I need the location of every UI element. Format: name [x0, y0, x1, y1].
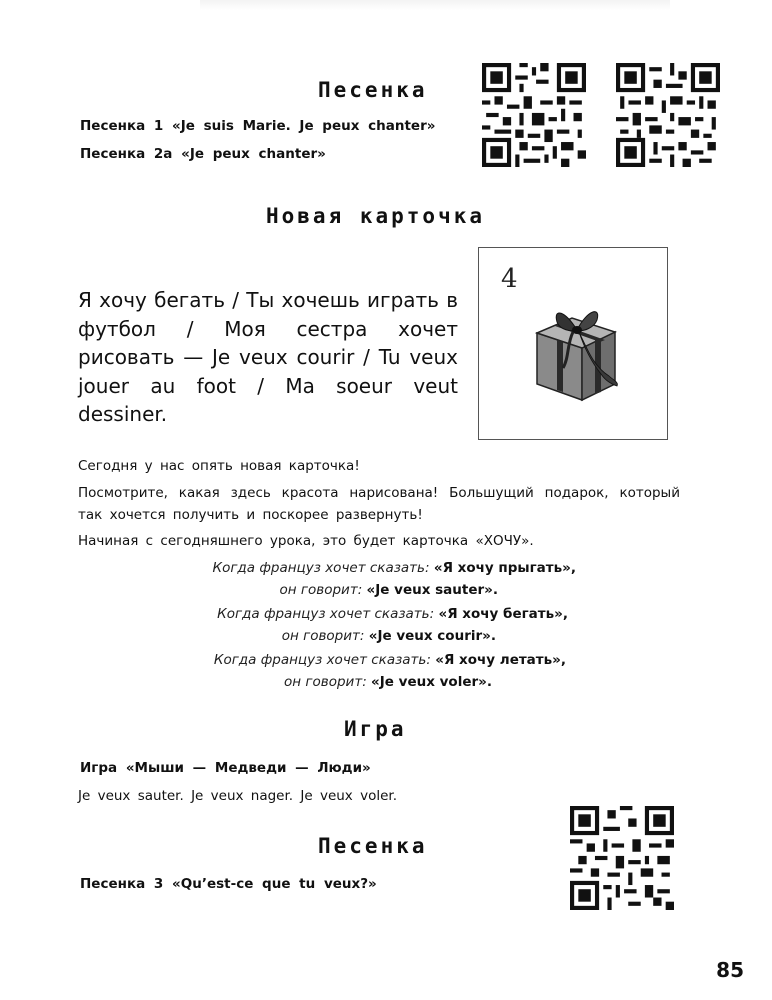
- example-ru: «Я хочу летать»,: [435, 652, 566, 668]
- intro-paragraph-1: Сегодня у нас опять новая карточка!: [78, 458, 360, 474]
- example-tell: он говорит:: [284, 674, 367, 690]
- example-say: Когда француз хочет сказать:: [217, 606, 435, 622]
- qr-code-song-3[interactable]: [570, 806, 674, 910]
- song-heading: Песенка: [318, 78, 428, 102]
- card-4: [478, 247, 668, 440]
- new-card-heading: Новая карточка: [266, 204, 486, 228]
- qr-code-song-1[interactable]: [482, 63, 586, 167]
- intro-paragraph-2: Посмотрите, какая здесь красота нарисована! Большущий подарок, который так хочется получить и поскорее развернуть!: [78, 485, 680, 523]
- example-block-2: [150, 603, 568, 647]
- example-block-3: [150, 649, 566, 693]
- card-number: 4: [501, 264, 518, 294]
- example-fr: «Je veux courir».: [368, 628, 496, 644]
- song-item-3: Песенка 3 «Qu’est-ce que tu veux?»: [80, 876, 377, 892]
- game-heading: Игра: [344, 717, 407, 741]
- game-title: Игра «Мыши — Медведи — Люди»: [80, 760, 371, 776]
- example-say: Когда француз хочет сказать:: [212, 560, 430, 576]
- intro-paragraph-3: Начиная с сегодняшнего урока, это будет карточка «ХОЧУ».: [78, 533, 534, 549]
- top-edge-shadow: [200, 0, 670, 10]
- gift-box-icon: [527, 288, 627, 408]
- example-fr: «Je veux voler».: [371, 674, 492, 690]
- example-block-1: [150, 557, 576, 601]
- song3-heading: Песенка: [318, 834, 428, 858]
- example-say: Когда француз хочет сказать:: [213, 652, 431, 668]
- example-tell: он говорит:: [279, 582, 363, 598]
- game-phrases: Je veux sauter. Je veux nager. Je veux voler.: [78, 788, 397, 804]
- new-card-phrases: Я хочу бегать / Ты хочешь играть в футбол / Моя сестра хочет рисовать — Je veux courir / Tu veux jouer au foot / Ma soeur veut dessiner.: [78, 288, 458, 426]
- example-ru: «Я хочу бегать»,: [438, 606, 568, 622]
- example-fr: «Je veux sauter».: [366, 582, 498, 598]
- example-tell: он говорит:: [281, 628, 365, 644]
- song-item-1: Песенка 1 «Je suis Marie. Je peux chanter»: [80, 118, 436, 134]
- song-item-2: Песенка 2a «Je peux chanter»: [80, 146, 326, 162]
- page-number: 85: [716, 958, 744, 982]
- qr-code-song-2a[interactable]: [616, 63, 720, 167]
- example-ru: «Я хочу прыгать»,: [433, 560, 576, 576]
